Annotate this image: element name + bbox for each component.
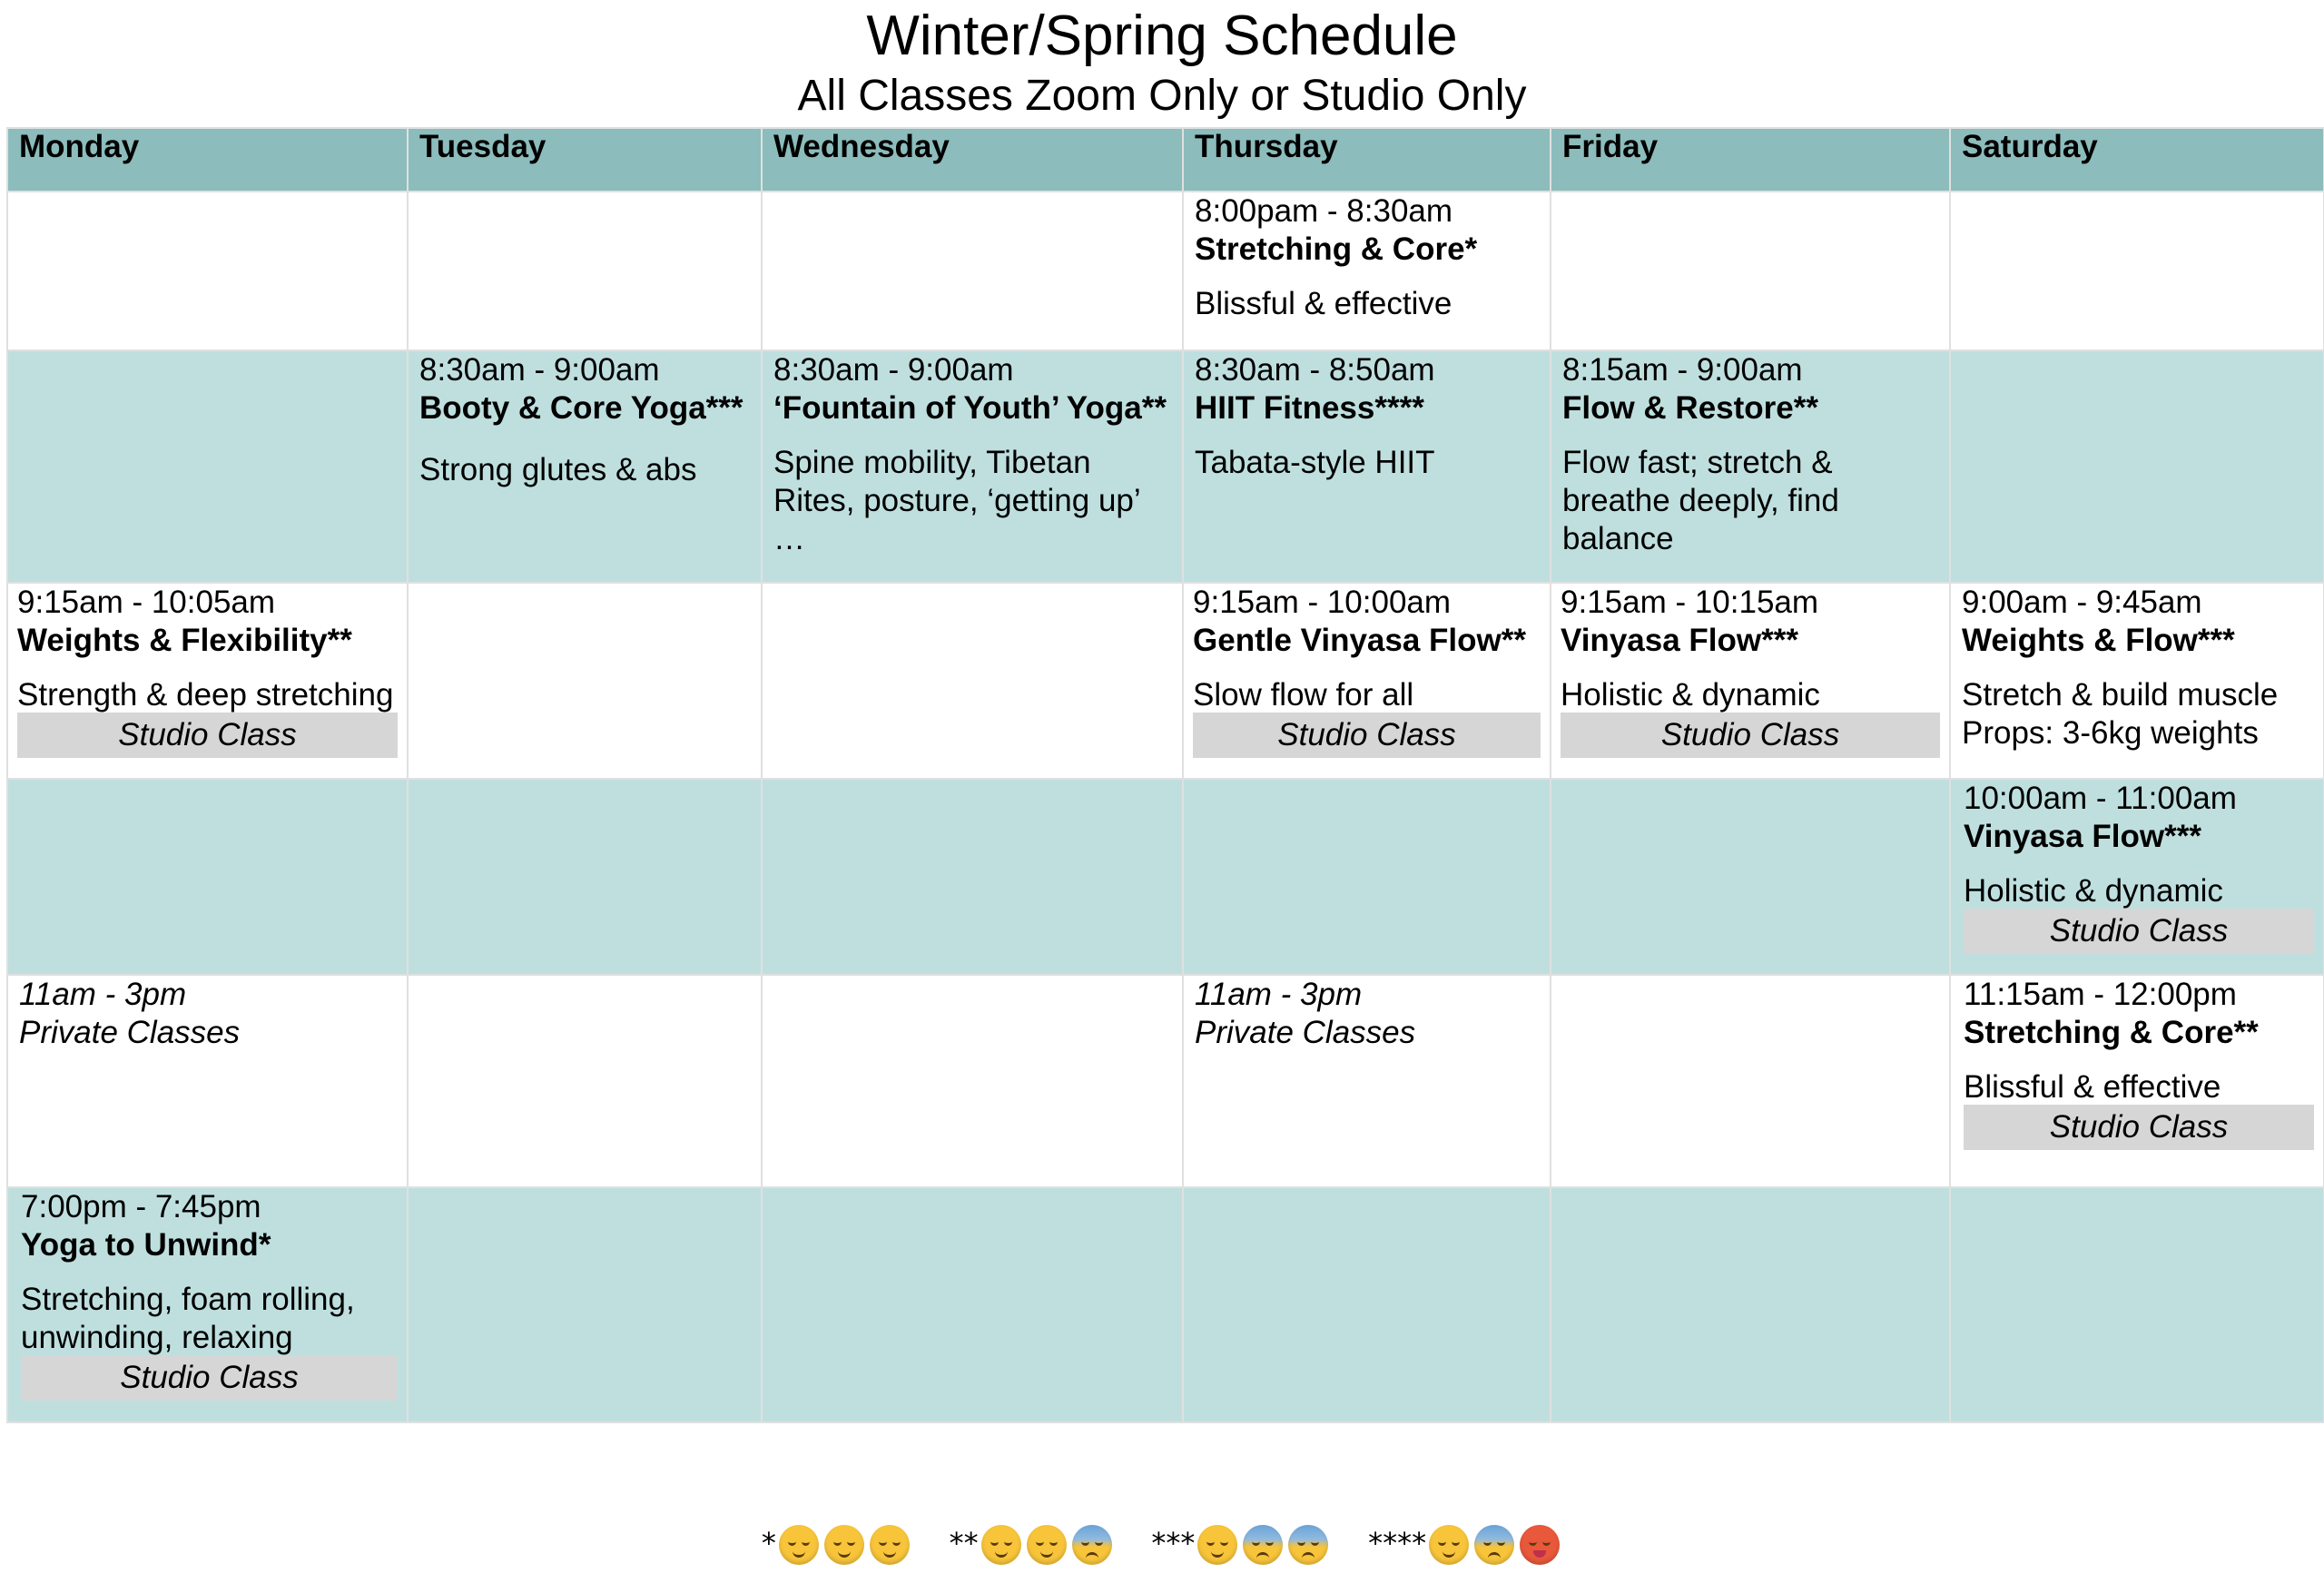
class-cell xyxy=(1183,583,1551,779)
class-description: Blissful & effective xyxy=(1195,286,1452,321)
class-name: ‘Fountain of Youth’ Yoga** xyxy=(773,390,1167,426)
class-time: 8:30am - 8:50am xyxy=(1195,352,1435,388)
class-name: Stretching & Core* xyxy=(1195,231,1478,267)
relieved-face-icon xyxy=(1027,1525,1067,1565)
class-description: Stretching, foam rolling, unwinding, relaxing xyxy=(21,1282,355,1355)
cell-empty xyxy=(408,975,762,1187)
legend-level-3 xyxy=(1151,1522,1343,1564)
class-cell xyxy=(1950,779,2324,975)
class-name: Yoga to Unwind* xyxy=(21,1227,271,1263)
day-header-tuesday: Tuesday xyxy=(408,128,762,192)
legend-level-4 xyxy=(1368,1522,1562,1564)
studio-class-badge: Studio Class xyxy=(17,713,398,758)
day-header-thursday: Thursday xyxy=(1183,128,1551,192)
class-time: 8:30am - 9:00am xyxy=(419,352,660,388)
legend-stars: **** xyxy=(1368,1526,1427,1560)
cell-empty xyxy=(1183,1187,1551,1422)
class-cell xyxy=(1950,975,2324,1187)
page-title: Winter/Spring Schedule xyxy=(866,5,1458,67)
class-cell xyxy=(1183,192,1551,350)
anxious-sweat-face-icon xyxy=(1243,1525,1283,1565)
legend-stars: ** xyxy=(949,1526,979,1560)
class-name: Vinyasa Flow*** xyxy=(1561,623,1798,658)
class-cell xyxy=(1950,583,2324,779)
class-cell xyxy=(408,350,762,583)
cell-empty xyxy=(1551,975,1950,1187)
page-subtitle: All Classes Zoom Only or Studio Only xyxy=(797,72,1527,120)
class-description: Stretch & build muscle xyxy=(1962,677,2279,713)
cell-empty xyxy=(1950,192,2324,350)
cell-empty xyxy=(408,192,762,350)
relieved-face-icon xyxy=(870,1525,910,1565)
cell-empty xyxy=(1551,1187,1950,1422)
cell-empty xyxy=(7,350,408,583)
intensity-legend xyxy=(0,1518,2324,1568)
private-time: 11am - 3pm xyxy=(19,977,187,1012)
hot-face-icon xyxy=(1520,1525,1560,1565)
private-label: Private Classes xyxy=(19,1015,241,1050)
class-cell xyxy=(7,1187,408,1422)
class-name: HIIT Fitness**** xyxy=(1195,390,1424,426)
class-name: Stretching & Core** xyxy=(1964,1015,2259,1050)
table-row xyxy=(7,1187,2324,1422)
table-row xyxy=(7,779,2324,975)
class-time: 11:15am - 12:00pm xyxy=(1964,977,2237,1012)
studio-class-badge: Studio Class xyxy=(21,1355,398,1401)
relieved-face-icon xyxy=(1429,1525,1469,1565)
cell-empty xyxy=(1551,779,1950,975)
class-description: Strong glutes & abs xyxy=(419,452,697,487)
class-time: 10:00am - 11:00am xyxy=(1964,781,2237,816)
class-cell xyxy=(762,350,1183,583)
legend-level-1 xyxy=(762,1522,924,1564)
anxious-sweat-face-icon xyxy=(1474,1525,1514,1565)
class-name: Booty & Core Yoga*** xyxy=(419,390,743,426)
class-time: 9:15am - 10:15am xyxy=(1561,585,1819,620)
legend-stars: *** xyxy=(1151,1526,1196,1560)
table-row xyxy=(7,975,2324,1187)
class-name: Weights & Flow*** xyxy=(1962,623,2235,658)
class-description: Slow flow for all xyxy=(1193,677,1414,713)
class-description: Blissful & effective xyxy=(1964,1069,2221,1105)
studio-class-badge: Studio Class xyxy=(1964,1105,2314,1150)
relieved-face-icon xyxy=(824,1525,864,1565)
class-cell xyxy=(7,583,408,779)
private-label: Private Classes xyxy=(1195,1015,1416,1050)
class-description: Tabata-style HIIT xyxy=(1195,445,1435,480)
studio-class-badge: Studio Class xyxy=(1964,909,2314,954)
cell-empty xyxy=(1551,192,1950,350)
class-time: 8:15am - 9:00am xyxy=(1562,352,1803,388)
cell-empty xyxy=(408,583,762,779)
relieved-face-icon xyxy=(981,1525,1021,1565)
class-time: 7:00pm - 7:45pm xyxy=(21,1189,261,1224)
table-row xyxy=(7,192,2324,350)
day-header-friday: Friday xyxy=(1551,128,1950,192)
relieved-face-icon xyxy=(779,1525,819,1565)
class-time: 9:00am - 9:45am xyxy=(1962,585,2202,620)
class-cell xyxy=(1551,583,1950,779)
class-description: Holistic & dynamic xyxy=(1561,677,1820,713)
table-row xyxy=(7,350,2324,583)
cell-empty xyxy=(762,1187,1183,1422)
studio-class-badge: Studio Class xyxy=(1193,713,1541,758)
legend-level-2 xyxy=(950,1522,1127,1564)
private-cell xyxy=(7,975,408,1187)
cell-empty xyxy=(408,779,762,975)
class-cell xyxy=(1183,350,1551,583)
class-time: 9:15am - 10:05am xyxy=(17,585,276,620)
class-name: Vinyasa Flow*** xyxy=(1964,819,2201,854)
class-time: 8:30am - 9:00am xyxy=(773,352,1014,388)
class-time: 9:15am - 10:00am xyxy=(1193,585,1452,620)
private-cell xyxy=(1183,975,1551,1187)
class-name: Weights & Flexibility** xyxy=(17,623,352,658)
class-description: Flow fast; stretch & breathe deeply, find balance xyxy=(1562,445,1839,556)
class-cell xyxy=(1551,350,1950,583)
relieved-face-icon xyxy=(1197,1525,1237,1565)
anxious-sweat-face-icon xyxy=(1288,1525,1328,1565)
class-description: Holistic & dynamic xyxy=(1964,873,2223,909)
private-time: 11am - 3pm xyxy=(1195,977,1363,1012)
class-name: Flow & Restore** xyxy=(1562,390,1818,426)
table-row xyxy=(7,583,2324,779)
cell-empty xyxy=(7,779,408,975)
class-description: Strength & deep stretching xyxy=(17,677,394,713)
class-description: Spine mobility, Tibetan Rites, posture, ‘getting up’ … xyxy=(773,445,1140,556)
class-props: Props: 3-6kg weights xyxy=(1962,715,2259,751)
cell-empty xyxy=(762,192,1183,350)
day-header-saturday: Saturday xyxy=(1950,128,2324,192)
anxious-sweat-face-icon xyxy=(1072,1525,1112,1565)
legend-stars: * xyxy=(761,1526,776,1560)
cell-empty xyxy=(762,779,1183,975)
cell-empty xyxy=(1183,779,1551,975)
day-header-wednesday: Wednesday xyxy=(762,128,1183,192)
cell-empty xyxy=(1950,350,2324,583)
cell-empty xyxy=(762,583,1183,779)
cell-empty xyxy=(1950,1187,2324,1422)
class-time: 8:00pam - 8:30am xyxy=(1195,193,1453,229)
cell-empty xyxy=(408,1187,762,1422)
cell-empty xyxy=(762,975,1183,1187)
schedule-table xyxy=(6,127,2324,1423)
day-header-monday: Monday xyxy=(7,128,408,192)
studio-class-badge: Studio Class xyxy=(1561,713,1940,758)
cell-empty xyxy=(7,192,408,350)
class-name: Gentle Vinyasa Flow** xyxy=(1193,623,1526,658)
header-row xyxy=(7,128,2324,192)
